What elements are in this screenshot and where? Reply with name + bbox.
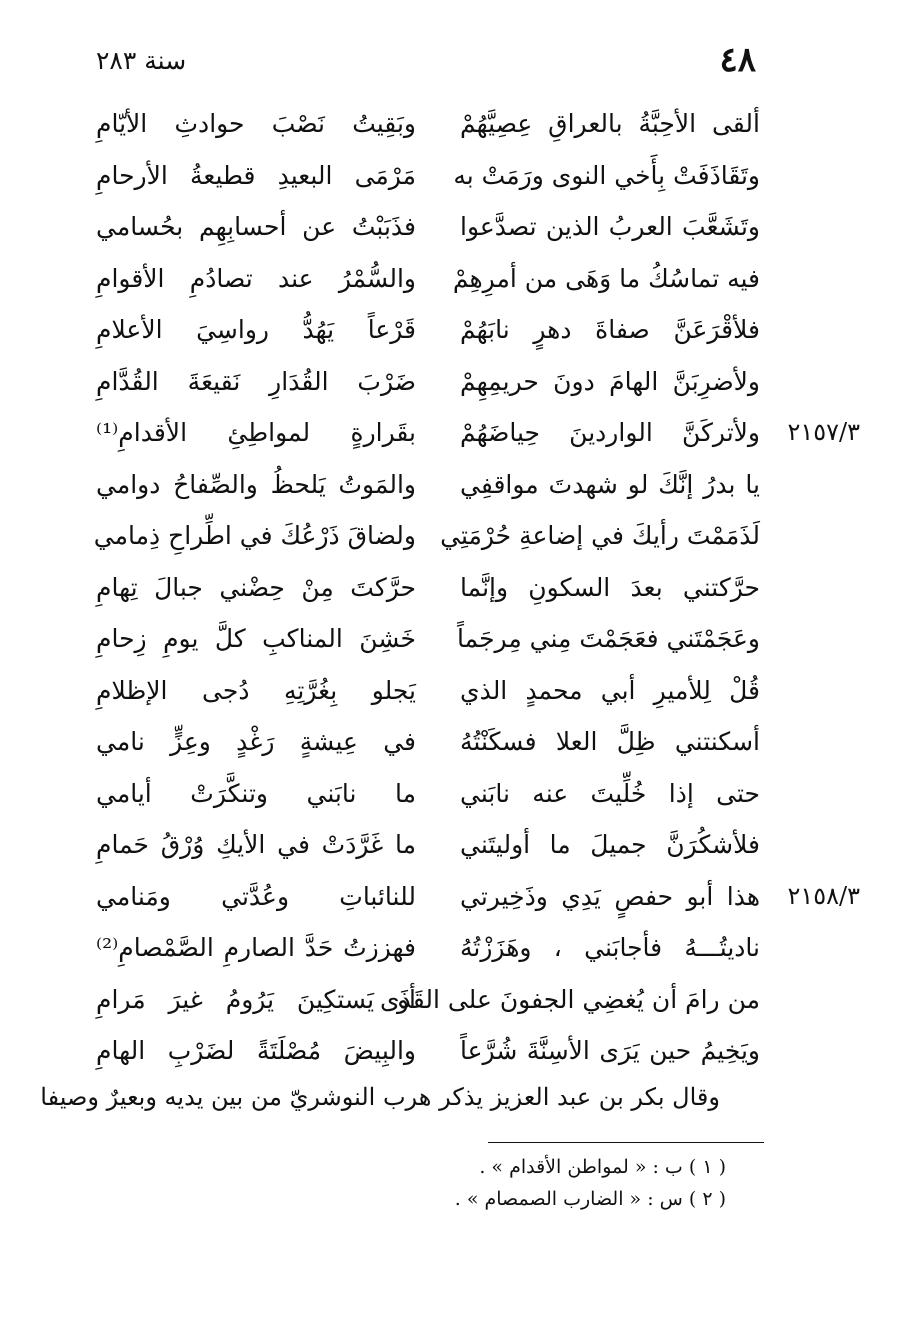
second-hemistich: ما نابَني وتنكَّرَتْ أيامي	[96, 778, 416, 808]
second-hemistich: وبَقِيتُ نَصْبَ حوادثِ الأيّامِ	[96, 109, 416, 138]
first-hemistich: أسكنتني ظِلَّ العلا فسكَنْتُهُ	[460, 727, 760, 756]
second-hemistich: ما غَرَّدَتْ في الأيكِ وُرْقُ حَمامِ	[96, 830, 416, 859]
verse-line	[96, 613, 760, 665]
second-hemistich: خَشِنَ المناكبِ كلَّ يومِ زِحامِ	[96, 624, 416, 653]
second-hemistich: بقَرارةٍ لمواطِئِ الأقدامِ⁽¹⁾	[96, 418, 416, 447]
verse-line	[96, 974, 760, 1026]
footnote-2	[455, 1188, 726, 1210]
footnote-1	[479, 1156, 726, 1178]
footnote-number: ( ٢ )	[688, 1188, 726, 1210]
second-hemistich: أو يَستكِينَ يَرُومُ غيرَ مَرامِ	[96, 984, 416, 1014]
verse-line	[96, 716, 760, 768]
first-hemistich: ولأضرِبَنَّ الهامَ دونَ حريمِهِمْ	[460, 366, 760, 396]
second-hemistich: مَرْمَى البعيدِ قطيعةُ الأرحامِ	[96, 160, 416, 190]
verse-line	[96, 871, 860, 923]
verse-reference-marker: ٢١٥٨/٣	[787, 881, 860, 910]
first-hemistich: فلأقْرَعَنَّ صفاةَ دهرٍ نابَهُمْ	[460, 315, 760, 344]
first-hemistich: وتَقَاذَفَتْ بِأَخي النوى ورَمَتْ به	[453, 160, 760, 190]
first-hemistich: وعَجَمْتَني فعَجَمْتَ مِني مِرجَماً	[457, 624, 760, 653]
page-header-year: سنة ٢٨٣	[96, 46, 187, 75]
verse-line	[96, 922, 760, 974]
first-hemistich: يا بدرُ إنَّكَ لو شهدتَ مواقفِي	[460, 469, 760, 499]
verse-line	[93, 510, 760, 562]
verse-line	[96, 356, 760, 408]
first-hemistich: لَذَمَمْتَ رأيكَ في إضاعةِ حُرْمَتِي	[440, 521, 760, 550]
second-hemistich: قَرْعاً يَهُدُّ رواسِيَ الأعلامِ	[96, 315, 416, 344]
verse-line	[96, 819, 760, 871]
first-hemistich: ولأتركَنَّ الواردينَ حِياضَهُمْ	[460, 418, 760, 447]
page-number: ٤٨	[719, 40, 756, 80]
second-hemistich: والمَوتُ يَلحظُ والصِّفاحُ دوامي	[96, 469, 416, 499]
first-hemistich: وتَشَعَّبَ العربُ الذين تصدَّعوا	[460, 212, 760, 241]
first-hemistich: فلأشكُرَنَّ جميلَ ما أوليتَني	[460, 830, 760, 859]
verse-line	[96, 562, 760, 614]
verse-line	[96, 768, 760, 820]
verse-line	[96, 253, 760, 305]
verse-line	[96, 150, 760, 202]
first-hemistich: ويَخِيمُ حين يَرَى الأسِنَّةَ شُرَّعاً	[460, 1036, 760, 1065]
first-hemistich: هذا أبو حفصٍ يَدِي وذَخِيرتي	[460, 881, 760, 911]
footnote-number: ( ١ )	[688, 1156, 726, 1178]
second-hemistich: والسُّمْرُ عند تصادُمِ الأقوامِ	[96, 263, 416, 293]
first-hemistich: من رامَ أن يُغضِي الجفونَ على القَذَى	[380, 984, 760, 1014]
first-hemistich: ناديتُـــهُ فأجابَني ، وهَزَزْتُهُ	[460, 933, 760, 962]
verse-line	[96, 459, 760, 511]
footnote-text: ب : « لمواطن الأقدام » .	[479, 1156, 683, 1178]
verse-line	[96, 304, 760, 356]
first-hemistich: فيه تماسُكُ ما وَهَى من أمرِهِمْ	[452, 263, 760, 293]
prose-line: وقال بكر بن عبد العزيز يذكر هرب النوشريّ من بين يديه وبعيرٌ وصيفا	[40, 1083, 720, 1111]
second-hemistich: ولضاقَ ذَرْعُكَ في اطِّراحِ ذِمامي	[93, 521, 416, 550]
second-hemistich: في عِيشةٍ رَغْدٍ وعِزٍّ نامي	[96, 727, 416, 756]
verse-line	[96, 1025, 760, 1077]
second-hemistich: فذَبَبْتُ عن أحسابِهِم بحُسامي	[96, 212, 416, 241]
second-hemistich: والبِيضَ مُصْلَتَةً لضَرْبِ الهامِ	[96, 1036, 416, 1065]
second-hemistich: يَجلو بِغُرَّتِهِ دُجى الإظلامِ	[96, 675, 416, 705]
verse-reference-marker: ٢١٥٧/٣	[787, 418, 860, 446]
verse-line	[96, 665, 760, 717]
verse-line	[96, 98, 760, 150]
first-hemistich: ألقى الأحِبَّةُ بالعراقِ عِصِيَّهُمْ	[460, 109, 760, 138]
second-hemistich: للنائباتِ وعُدَّتي ومَنامي	[96, 881, 416, 911]
second-hemistich: ضَرْبَ القُدَارِ نَقيعَةَ القُدَّامِ	[96, 366, 416, 396]
first-hemistich: حتى إذا خُلِّيتَ عنه نابَني	[460, 778, 760, 808]
footnote-text: س : « الضارب الصمصام » .	[454, 1188, 683, 1210]
verse-line	[96, 407, 860, 459]
footnote-divider	[488, 1142, 764, 1143]
second-hemistich: فهززتُ حَدَّ الصارمِ الصَّمْصامِ⁽²⁾	[96, 933, 416, 962]
poem	[93, 98, 860, 1077]
second-hemistich: حرَّكتَ مِنْ حِضْني جبالَ تِهامِ	[96, 572, 416, 602]
first-hemistich: قُلْ لِلأميرِ أبي محمدٍ الذي	[460, 675, 760, 705]
first-hemistich: حرَّكتني بعدَ السكونِ وإنَّما	[460, 572, 760, 602]
verse-line	[96, 201, 760, 253]
